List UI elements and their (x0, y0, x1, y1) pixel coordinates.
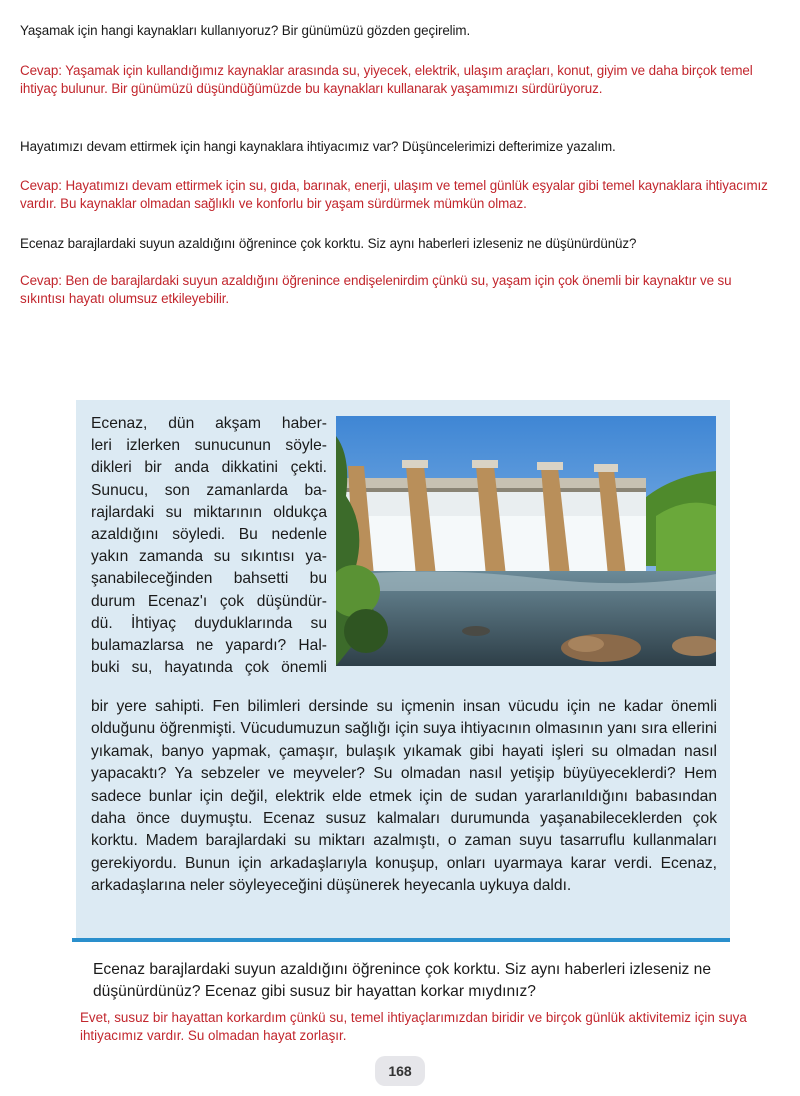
story-line: yakın zamanda su sıkıntısı ya- (91, 548, 327, 566)
bottom-question: Ecenaz barajlardaki suyun azaldığını öğrenince çok korktu. Siz aynı haberleri izleseniz ne düşünürdünüz? Ecenaz gibi susuz bir hayattan korkar mıydınız? (93, 961, 712, 1000)
answer-3: Cevap: Ben de barajlardaki suyun azaldığını öğrenince endişelenirdim çünkü su, yaşam için çok önemli bir kaynaktır ve su sıkıntısı hayatı olumsuz etkileyebilir. (20, 273, 732, 306)
story-line: azaldığını söyledi. Bu nedenle (91, 526, 327, 544)
bottom-answer: Evet, susuz bir hayattan korkardım çünkü su, temel ihtiyaçlarımızdan biridir ve birçok günlük aktivitemiz için suya ihtiyacımız vardır. Su olmadan hayat zorlaşır. (80, 1010, 747, 1043)
story-text-top (91, 413, 327, 679)
story-line: dü. İhtiyaç duyduklarında su (91, 614, 327, 632)
story-line: dikleri bir anda dikkatini çekti. (91, 459, 327, 477)
story-line: şanabileceğinden bahsetti bu (91, 570, 327, 588)
story-text-bottom: bir yere sahipti. Fen bilimleri dersinde su içmenin insan vücudu için ne kadar önemli olduğunu öğrenmişti. Vücudumuzun sağlığı için suya ihtiyacının olmasının yanı sıra ellerini yıkamak, banyo yapmak, çamaşır, bulaşık yıkamak gibi hayati işleri su olmadan nasıl yapacaktı? Ya sebzeler ve meyveler? Su olmadan nasıl yetişip büyüyeceklerdi? Hem sadece bunlar için değil, elektrik elde etmek için de sudan yararlanıldığını babasından daha önce duymuştu. Ecenaz susuz kalmaları durumunda yaşanabileceklerden çok korktu. Madem barajlardaki su miktarı azalmıştı, o zaman suyu tasarruflu kullanmaları gerekiyordu. Bunun için arkadaşlarıyla konuşup, onları uyarmaya karar verdi. Ecenaz, arkadaşlarına neler söyleyeceğini düşünerek heyecanla uykuya daldı. (91, 698, 717, 895)
question-3: Ecenaz barajlardaki suyun azaldığını öğrenince çok korktu. Siz aynı haberleri izleseniz ne düşünürdünüz? (20, 236, 637, 251)
question-2: Hayatımızı devam ettirmek için hangi kaynaklara ihtiyacımız var? Düşüncelerimizi defterimize yazalım. (20, 139, 616, 154)
question-1: Yaşamak için hangi kaynakları kullanıyoruz? Bir günümüzü gözden geçirelim. (20, 23, 471, 38)
story-line: durum Ecenaz'ı çok düşündür- (91, 592, 327, 610)
story-box-underline (72, 938, 730, 942)
dam-photo (336, 416, 716, 666)
answer-2: Cevap: Hayatımızı devam ettirmek için su, gıda, barınak, enerji, ulaşım ve temel günlük eşyalar gibi temel kaynaklara ihtiyacımız vardır. Bu kaynaklar olmadan sağlıklı ve konforlu bir yaşam sürdürmek mümkün olmaz. (20, 178, 768, 211)
story-line: leri izlerken sunucunun söyle- (91, 437, 327, 455)
answer-1: Cevap: Yaşamak için kullandığımız kaynaklar arasında su, yiyecek, elektrik, ulaşım araçları, konut, giyim ve daha birçok temel ihtiyaç bulunur. Bir günümüzü düşündüğümüzde bu kaynakları kullanarak yaşamımızı sürdürüyoruz. (20, 63, 753, 96)
story-line: Ecenaz, dün akşam haber- (91, 415, 327, 432)
page-number: 168 (375, 1056, 425, 1086)
story-line: bulamazlarsa ne yapardı? Hal- (91, 637, 327, 655)
story-line: rajlardaki su miktarının oldukça (91, 503, 327, 521)
story-line: Sunucu, son zamanlarda ba- (91, 481, 327, 499)
story-line: buki su, hayatında çok önemli (91, 659, 327, 677)
